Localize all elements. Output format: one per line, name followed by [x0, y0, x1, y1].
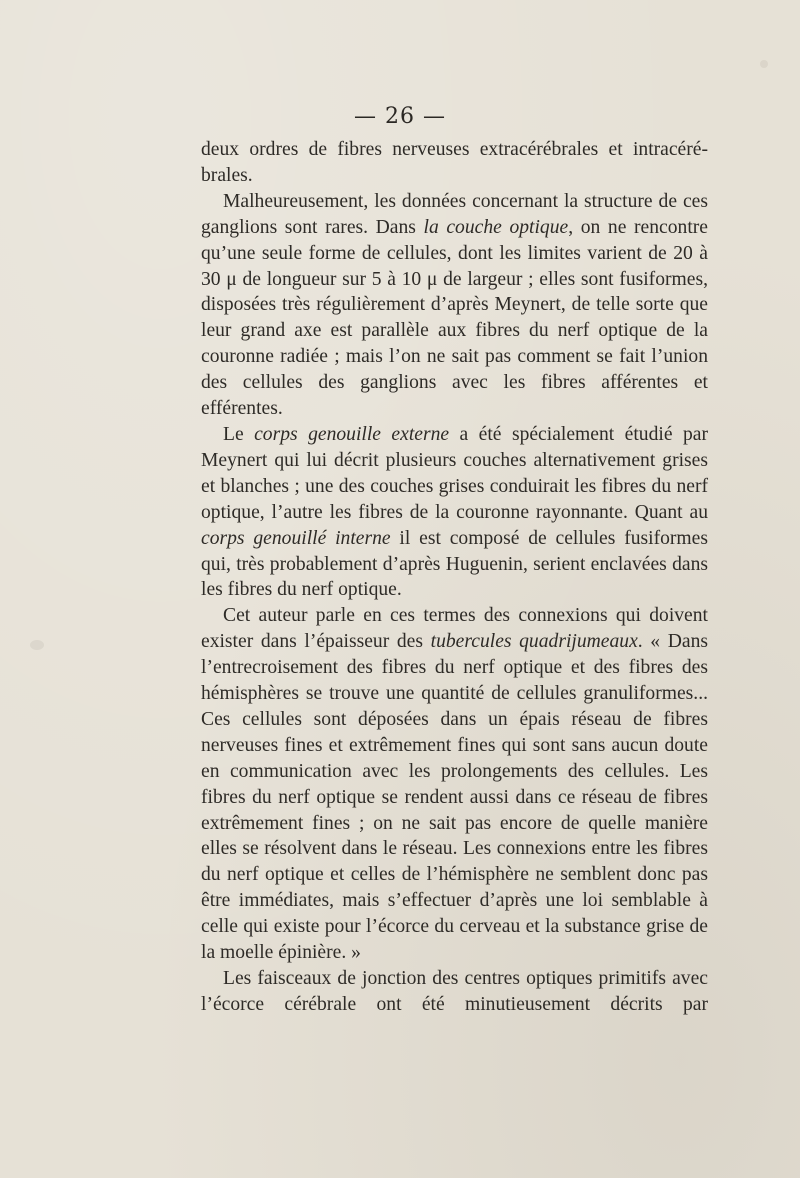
paragraph [201, 189, 708, 422]
paragraph [201, 603, 708, 966]
paragraph [201, 137, 708, 189]
italic-term: tubercules quadrijumeaux [430, 631, 638, 653]
paper-speck [760, 60, 768, 68]
text-run: Le [223, 423, 255, 445]
text-run: , on ne rencontre qu’une seule forme de cellules, dont les limites varient de 20 à 30 μ de longueur sur 5 à 10 μ de largeur ; elles sont fusiformes, disposées très régulièrement d’après Meynert, de telle sorte que leur grand axe est parallèle aux fibres du nerf optique de la couronne radiée ; mais l’on ne sait pas comment se fait l’union des cellules des ganglions avec les fibres afférentes et efférentes. [201, 216, 708, 420]
italic-term: la couche optique [423, 216, 569, 238]
italic-term: corps genouillé interne [201, 527, 391, 549]
text-run: Les faisceaux de jonction des centres optiques primitifs avec l’écorce cérébrale ont été minutieusement décrits par [201, 968, 708, 1015]
paper-speck [30, 640, 44, 650]
body-text [201, 137, 708, 1018]
text-run: Cet auteur parle en ces termes des connexions qui doivent exister dans l’épaisseur des [201, 605, 708, 653]
text-run: . « Dans l’entrecroisement des fibres du nerf optique et des fibres des hémisphères se trouve une quantité de cellules granuliformes... Ces cellules sont déposées dans un épais réseau de fibres nerveuses fines et extrêmement fines qui sont sans aucun doute en communication avec les prolongements des cellules. Les fibres du nerf optique se rendent aussi dans ce réseau de fibres extrêmement fines ; on ne sait pas encore de quelle manière elles se résolvent dans le réseau. Les connexions entre les fibres du nerf optique et celles de l’hémisphère ne semblent donc pas être immédiates, mais s’effectuer d’après une loi semblable à celle qui existe pour l’écorce du cerveau et la substance grise de la moelle épinière. » [201, 631, 708, 964]
paragraph [201, 422, 708, 603]
text-run: Malheureusement, les données concernant la structure de ces ganglions sont rares. Dans [201, 190, 708, 238]
text-run: deux ordres de fibres nerveuses extracérébrales et intracérébrales. [201, 139, 708, 186]
italic-term: corps genouille externe [254, 423, 450, 445]
paragraph [201, 966, 708, 1018]
text-run: a été spécialement étudié par Meynert qui lui décrit plusieurs couches alternativement grises et blanches ; une des couches grises conduirait les fibres du nerf optique, l’autre les fibres de la couronne rayonnante. Quant au [201, 423, 708, 523]
page-number: — 26 — [354, 104, 446, 129]
text-run: il est composé de cellules fusiformes qui, très probablement d’après Huguenin, serient enclavées dans les fibres du nerf optique. [201, 527, 708, 601]
